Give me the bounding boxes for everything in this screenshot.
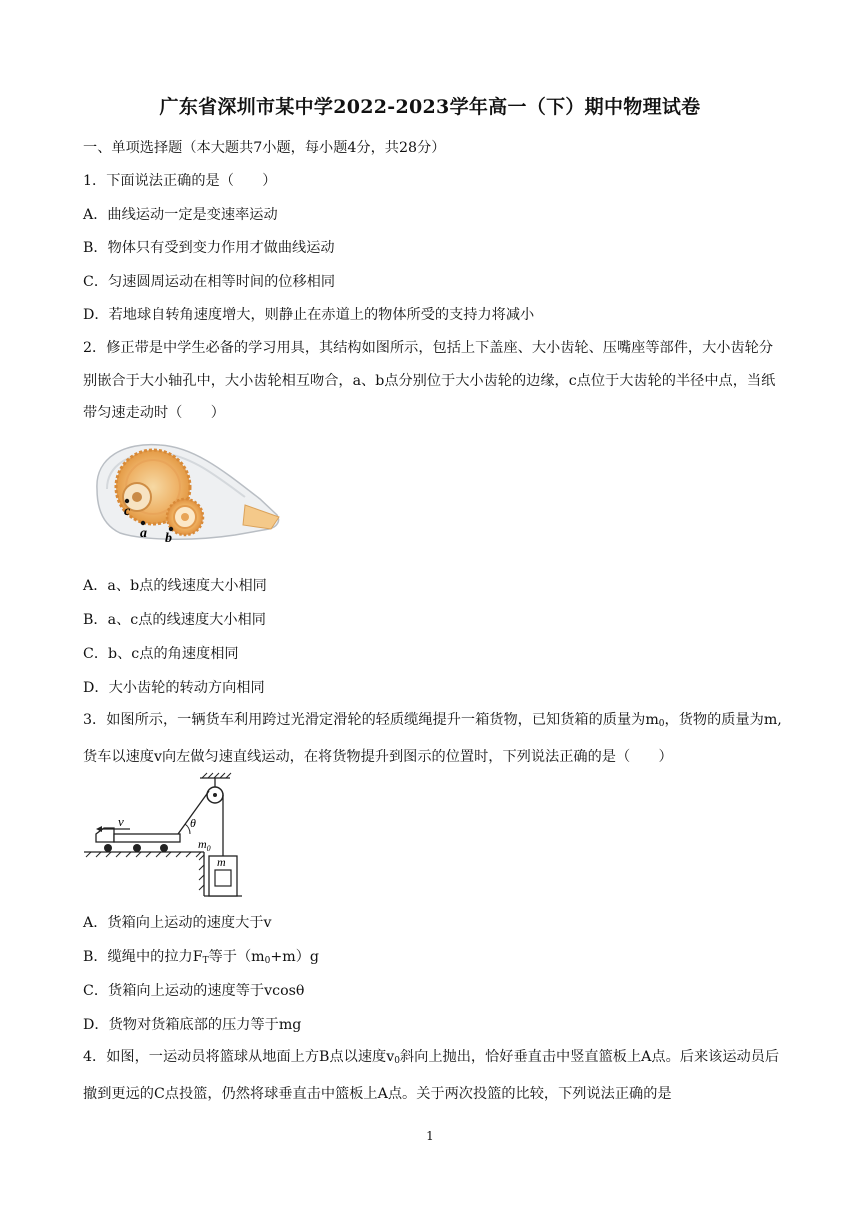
angle-label: θ xyxy=(190,816,196,830)
q1-option-b: B．物体只有受到变力作用才做曲线运动 xyxy=(83,240,335,256)
point-a-label: a xyxy=(140,526,147,541)
point-c-label: c xyxy=(124,504,131,519)
q2-option-d: D．大小齿轮的转动方向相同 xyxy=(83,680,265,696)
cargo-mass-label: m xyxy=(217,855,226,869)
q1-stem: 1．下面说法正确的是（ ） xyxy=(83,173,277,189)
q2-option-a: A．a、b点的线速度大小相同 xyxy=(83,578,267,594)
velocity-label: v xyxy=(118,814,124,829)
large-gear-center xyxy=(132,492,142,502)
page-number: 1 xyxy=(426,1129,434,1143)
small-gear-center xyxy=(181,513,189,521)
q3-option-a: A．货箱向上运动的速度大于v xyxy=(83,915,272,931)
truck-wheel-3 xyxy=(160,844,168,852)
q3-option-c: C．货箱向上运动的速度等于vcosθ xyxy=(83,983,305,999)
q1-option-d: D．若地球自转角速度增大，则静止在赤道上的物体所受的支持力将减小 xyxy=(83,307,535,323)
q3-stem: 3．如图所示，一辆货车利用跨过光滑定滑轮的轻质缆绳提升一箱货物，已知货箱的质量为$m_0$，货物的质量为m,货车以速度v向左做匀速直线运动，在将货物提升到图示的位置时，下列说法正确的是（ ） xyxy=(83,712,782,765)
truck-wheel-2 xyxy=(133,844,141,852)
q2-option-b: B．a、c点的线速度大小相同 xyxy=(83,612,266,628)
truck-bed xyxy=(114,834,180,842)
q3-option-b: B．缆绳中的拉力$F_T$等于$(m_0+m)g$ xyxy=(83,949,319,966)
q1-option-a: A．曲线运动一定是变速率运动 xyxy=(83,207,278,223)
q4-stem: 4．如图，一运动员将篮球从地面上方B点以速度$v_0$斜向上抛出，恰好垂直击中竖直篮板上A点。后来该运动员后撤到更远的C点投篮，仍然将球垂直击中篮板上A点。关于两次投篮的比较，下列说法正确的是 xyxy=(83,1049,780,1102)
truck-pulley-figure xyxy=(82,772,252,900)
point-a-marker xyxy=(141,521,145,525)
point-c-marker xyxy=(125,499,129,503)
q3-option-d: D．货物对货箱底部的压力等于mg xyxy=(83,1017,302,1033)
truck-wheel-1 xyxy=(104,844,112,852)
point-b-label: b xyxy=(165,531,172,546)
box-mass-label: $m_0$ xyxy=(198,837,211,853)
correction-tape-figure xyxy=(85,437,285,547)
section-heading: 一、单项选择题（本大题共7小题，每小题4分，共28分） xyxy=(83,140,446,156)
q1-option-c: C．匀速圆周运动在相等时间的位移相同 xyxy=(83,274,336,290)
q2-stem: 2．修正带是中学生必备的学习用具，其结构如图所示，包括上下盖座、大小齿轮、压嘴座等部件，大小齿轮分别嵌合于大小轴孔中，大小齿轮相互吻合，a、b点分别位于大小齿轮的边缘，c点位于大齿轮的半径中点，当纸带匀速走动时（ ） xyxy=(83,340,776,421)
q2-option-c: C．b、c点的角速度相同 xyxy=(83,646,239,662)
cargo-item xyxy=(215,870,231,886)
page-title: 广东省深圳市某中学2022-2023学年高一（下）期中物理试卷 xyxy=(159,96,701,118)
